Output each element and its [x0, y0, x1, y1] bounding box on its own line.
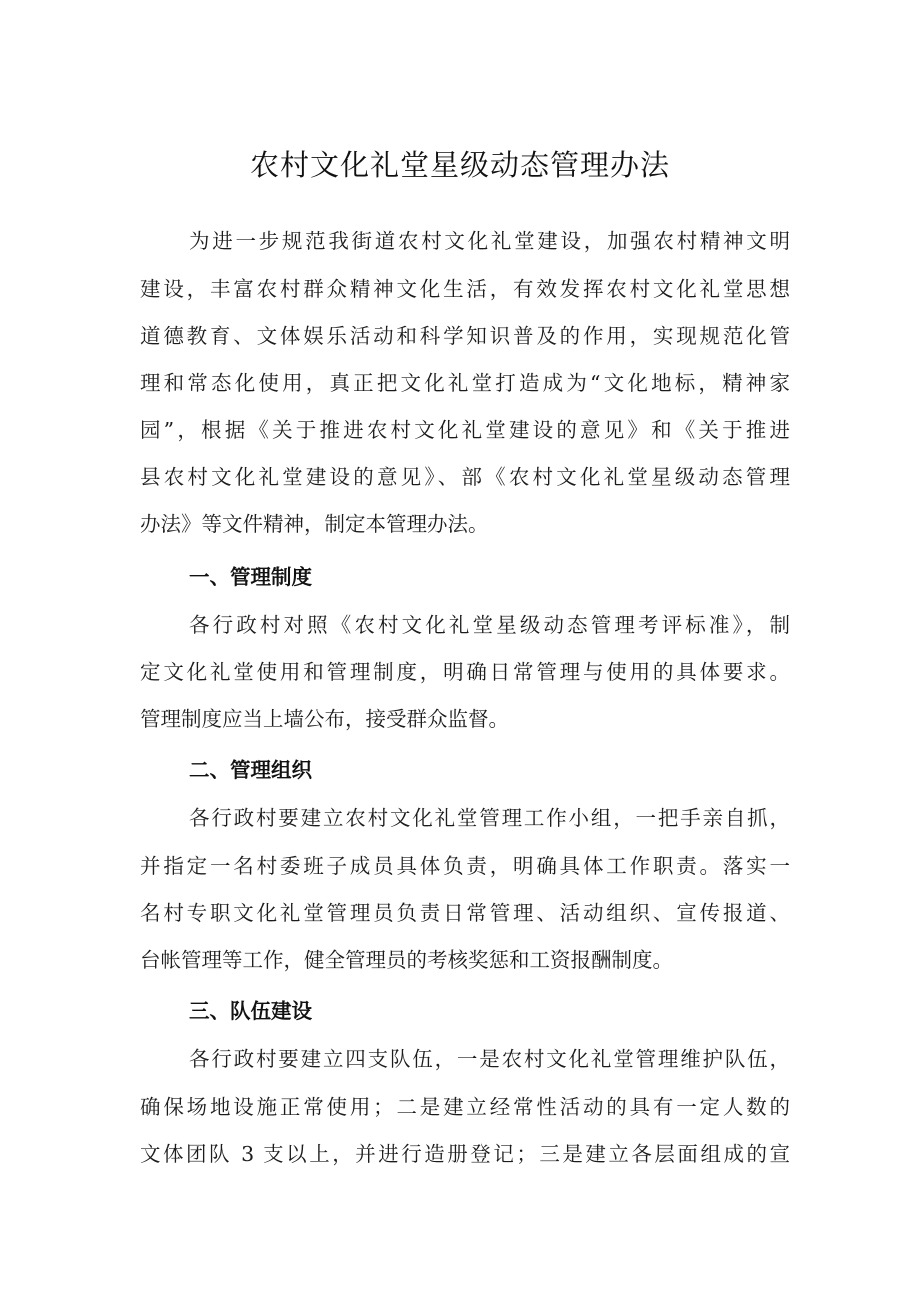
- intro-line: 为进一步规范我街道农村文化礼堂建设，加强农村精神文明: [189, 229, 790, 253]
- section-line: 台帐管理等工作，健全管理员的考核奖惩和工资报酬制度。: [140, 948, 673, 972]
- section-line: 确保场地设施正常使用；二是建立经常性活动的具有一定人数的: [140, 1095, 790, 1119]
- document-title: 农村文化礼堂星级动态管理办法: [249, 148, 670, 182]
- intro-line: 理和常态化使用，真正把文化礼堂打造成为“文化地标，精神家: [140, 371, 790, 395]
- section-line: 各行政村对照《农村文化礼堂星级动态管理考评标准》，制: [189, 613, 790, 637]
- intro-line: 办法》等文件精神，制定本管理办法。: [140, 512, 489, 536]
- intro-line: 道德教育、文体娱乐活动和科学知识普及的作用，实现规范化管: [140, 324, 790, 348]
- section-line: 管理制度应当上墙公布，接受群众监督。: [140, 707, 509, 731]
- intro-line: 县农村文化礼堂建设的意见》、部《农村文化礼堂星级动态管理: [140, 465, 790, 489]
- section-line: 并指定一名村委班子成员具体负责，明确具体工作职责。落实一: [140, 854, 790, 878]
- section-line: 文体团队 3 支以上，并进行造册登记；三是建立各层面组成的宣: [140, 1142, 790, 1166]
- section-line: 定文化礼堂使用和管理制度，明确日常管理与使用的具体要求。: [140, 660, 790, 684]
- intro-line: 建设，丰富农村群众精神文化生活，有效发挥农村文化礼堂思想: [140, 277, 790, 301]
- intro-line: 园”，根据《关于推进农村文化礼堂建设的意见》和《关于推进: [140, 418, 790, 442]
- section-line: 名村专职文化礼堂管理员负责日常管理、活动组织、宣传报道、: [140, 901, 790, 925]
- section-line: 各行政村要建立农村文化礼堂管理工作小组，一把手亲自抓，: [189, 806, 790, 830]
- section-line: 各行政村要建立四支队伍，一是农村文化礼堂管理维护队伍，: [189, 1047, 790, 1071]
- section-heading-team-building: 三、队伍建设: [189, 999, 312, 1023]
- section-heading-management-organization: 二、管理组织: [189, 758, 312, 782]
- section-heading-management-system: 一、管理制度: [189, 565, 312, 589]
